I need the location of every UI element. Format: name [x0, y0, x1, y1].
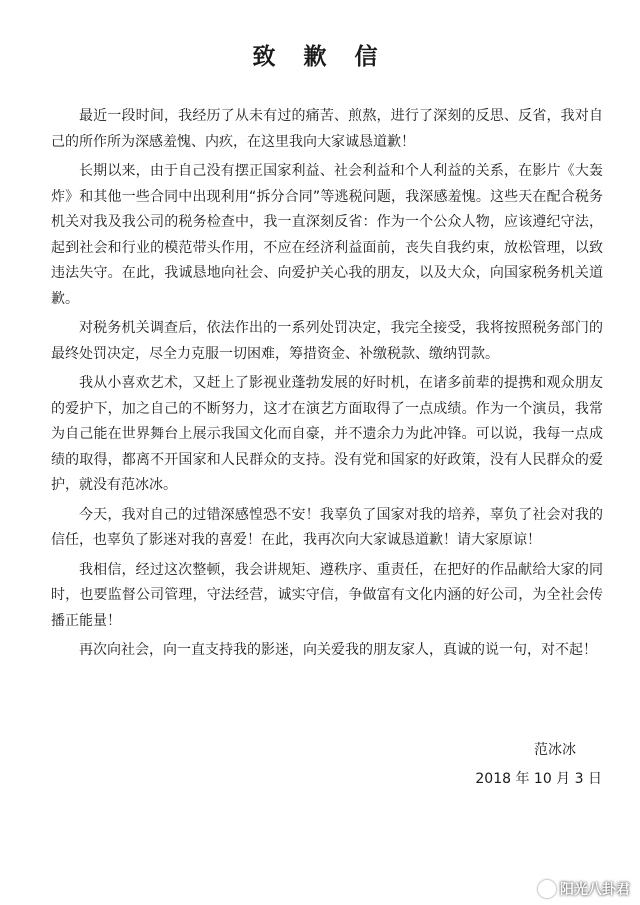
- letter-title: 致 歉 信: [252, 44, 388, 70]
- letter-body: [51, 104, 603, 668]
- paragraph-4: 我从小喜欢艺术，又赶上了影视业蓬勃发展的好时机，在诸多前辈的提携和观众朋友的爱护下，加之自己的不断努力，这才在演艺方面取得了一点成绩。作为一个演员，我常为自己能在世界舞台上展示我国文化而自豪，并不遗余力为此冲锋。可以说，我每一点成绩的取得，都离不开国家和人民群众的支持。没有党和国家的好政策，没有人民群众的爱护，就没有范冰冰。: [51, 375, 603, 493]
- paragraph-1: 最近一段时间，我经历了从未有过的痛苦、煎熬，进行了深刻的反思、反省，我对自己的所作所为深感羞愧、内疚，在这里我向大家诚恳道歉！: [51, 108, 603, 150]
- weibo-logo-icon: [538, 880, 556, 898]
- paragraph-6: 我相信，经过这次整顿，我会讲规矩、遵秩序、重责任，在把好的作品献给大家的同时，也要监督公司管理，守法经营，诚实守信，争做富有文化内涵的好公司，为全社会传播正能量！: [51, 561, 603, 629]
- watermark: [538, 879, 630, 899]
- signature: 范冰冰: [534, 742, 576, 758]
- paragraph-5: 今天，我对自己的过错深感惶恐不安！我辜负了国家对我的培养，辜负了社会对我的信任，也辜负了影迷对我的喜爱！在此，我再次向大家诚恳道歉！请大家原谅！: [51, 506, 603, 548]
- paragraph-7: 再次向社会，向一直支持我的影迷，向关爱我的朋友家人，真诚的说一句，对不起！: [79, 642, 597, 658]
- watermark-text: 阳光八卦君: [560, 882, 630, 898]
- letter-date: 2018 年 10 月 3 日: [475, 771, 602, 787]
- paragraph-3: 对税务机关调查后，依法作出的一系列处罚决定，我完全接受，我将按照税务部门的最终处罚决定，尽全力克服一切困难，筹措资金、补缴税款、缴纳罚款。: [51, 320, 603, 362]
- paragraph-2: 长期以来，由于自己没有摆正国家利益、社会利益和个人利益的关系，在影片《大轰炸》和其他一些合同中出现利用“拆分合同”等逃税问题，我深感羞愧。这些天在配合税务机关对我及我公司的税务检查中，我一直深刻反省：作为一个公众人物，应该遵纪守法，起到社会和行业的模范带头作用，不应在经济利益面前，丧失自我约束，放松管理，以致违法失守。在此，我诚恳地向社会、向爱护关心我的朋友，以及大众，向国家税务机关道歉。: [51, 163, 603, 307]
